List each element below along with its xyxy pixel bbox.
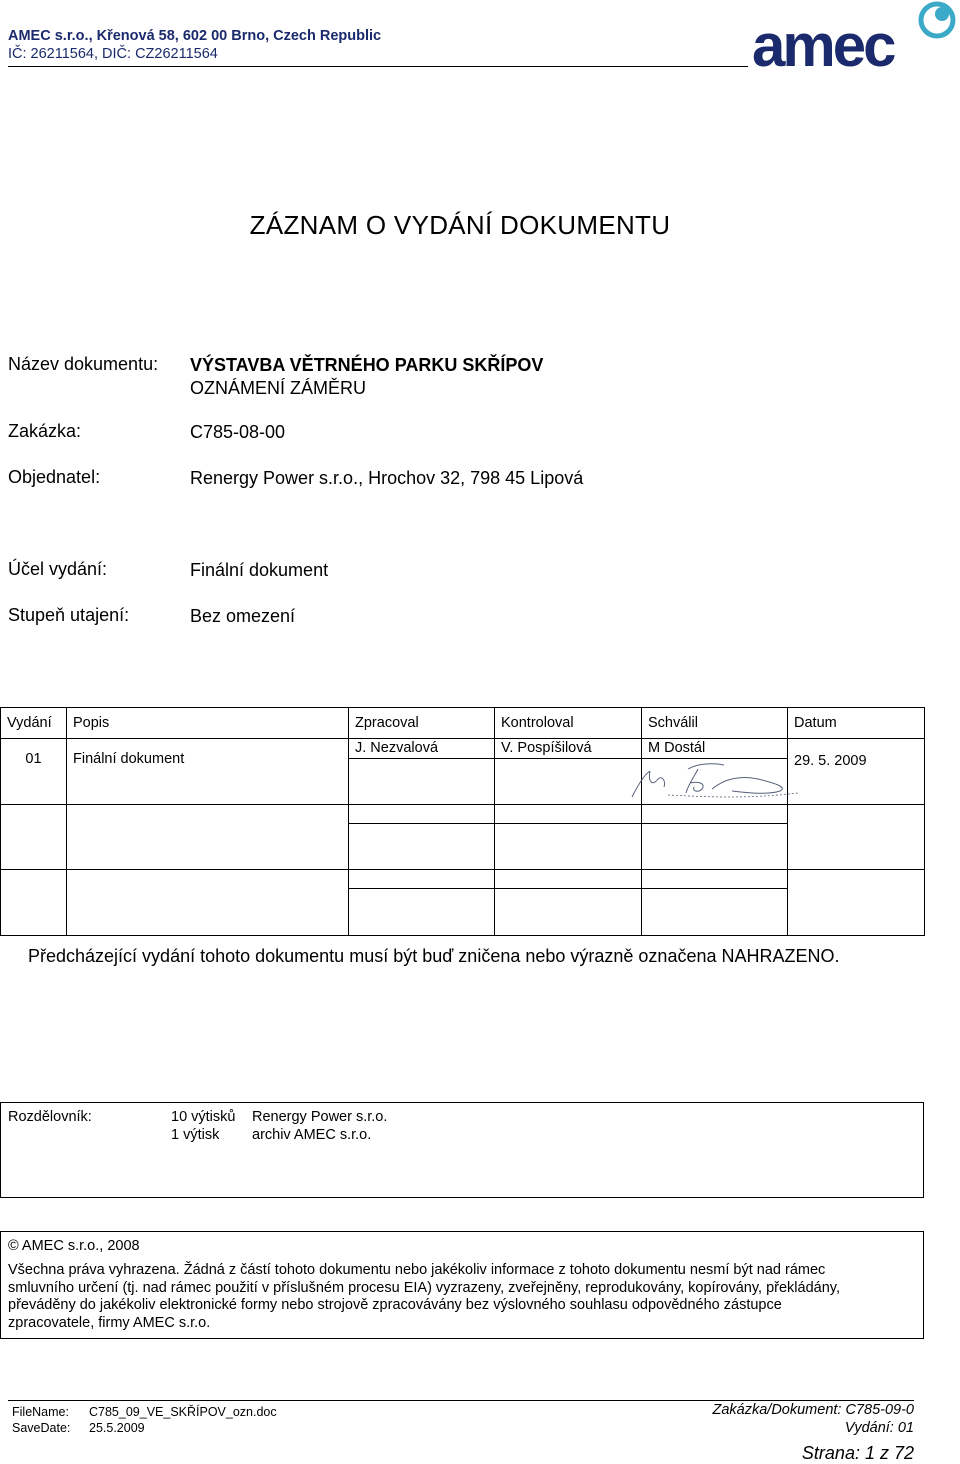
- distribution-box: [0, 1102, 924, 1198]
- table-row: [1, 739, 925, 805]
- order-value: C785-08-00: [190, 422, 286, 442]
- empty-cell: [1, 870, 67, 936]
- savedate-value: 25.5.2009: [89, 1421, 145, 1435]
- empty-cell: [1, 805, 67, 870]
- cell-divider: [642, 870, 787, 889]
- prepared-cell: [349, 739, 495, 805]
- purpose-value: Finální dokument: [190, 560, 329, 580]
- client-label: Objednatel:: [8, 467, 101, 487]
- doc-name-value: [190, 354, 543, 400]
- doc-name-label: Název dokumentu:: [8, 354, 159, 374]
- empty-cell: [67, 870, 349, 936]
- copyright-box: [0, 1231, 924, 1339]
- savedate-label: SaveDate:: [12, 1421, 71, 1435]
- filename-label: FileName:: [12, 1405, 69, 1419]
- purpose-label: Účel vydání:: [8, 559, 108, 579]
- empty-cell: [788, 805, 925, 870]
- empty-cell: [495, 805, 642, 870]
- amec-logo-dot-icon: [935, 7, 949, 21]
- cell-divider: [642, 805, 787, 824]
- table-row: [1, 870, 925, 936]
- doc-name-line2: OZNÁMENÍ ZÁMĚRU: [190, 378, 367, 398]
- company-header: [8, 27, 381, 63]
- cell-divider: [495, 805, 641, 824]
- empty-cell: [495, 870, 642, 936]
- doc-reference: Zakázka/Dokument: C785-09-0: [712, 1402, 914, 1418]
- distribution-count-2: 1 výtisk: [171, 1127, 220, 1143]
- company-ids: IČ: 26211564, DIČ: CZ26211564: [8, 46, 218, 62]
- distribution-label: Rozdělovník:: [8, 1109, 92, 1125]
- copyright-text-line3: převáděny do jakékoliv elektronické formy nebo strojově zpracovávány bez výslovného souhlasu odpovědného zástupce: [8, 1297, 782, 1313]
- empty-cell: [642, 870, 788, 936]
- copyright-text-line2: smluvního určení (tj. nad rámec použití v příslušném procesu EIA) vyzrazeny, zveřejněny, reprodukovány, kopírovány, překládány,: [8, 1279, 840, 1296]
- cell-divider: [349, 870, 494, 889]
- issue-cell: 01: [1, 739, 67, 805]
- distribution-recipient-2: archiv AMEC s.r.o.: [252, 1127, 372, 1143]
- approved-cell: [642, 739, 788, 805]
- signature-icon: [628, 757, 808, 805]
- col-header-description: Popis: [67, 708, 349, 739]
- empty-cell: [642, 805, 788, 870]
- amec-logo-text: amec: [752, 12, 894, 70]
- copyright-line: © AMEC s.r.o., 2008: [8, 1238, 140, 1254]
- col-header-approved: Schválil: [642, 708, 788, 739]
- approved-name: M Dostál: [642, 739, 787, 759]
- issue-number: Vydání: 01: [844, 1420, 914, 1436]
- distribution-count-1: 10 výtisků: [171, 1109, 236, 1125]
- filename-value: C785_09_VE_SKŘÍPOV_ozn.doc: [89, 1405, 277, 1419]
- client-value: Renergy Power s.r.o., Hrochov 32, 798 45 Lipová: [190, 468, 584, 488]
- empty-cell: [67, 805, 349, 870]
- empty-cell: [349, 870, 495, 936]
- copyright-text-line4: zpracovatele, firmy AMEC s.r.o.: [8, 1314, 211, 1331]
- empty-cell: [788, 870, 925, 936]
- col-header-date: Datum: [788, 708, 925, 739]
- order-label: Zakázka:: [8, 421, 82, 441]
- page-title: ZÁZNAM O VYDÁNÍ DOKUMENTU: [249, 210, 671, 240]
- page-number: Strana: 1 z 72: [801, 1443, 914, 1463]
- header-divider: [8, 66, 748, 67]
- date-cell: 29. 5. 2009: [788, 739, 925, 805]
- checked-cell: [495, 739, 642, 805]
- revision-header-row: [1, 708, 925, 739]
- footer-divider: [8, 1400, 914, 1401]
- doc-name-line1: VÝSTAVBA VĚTRNÉHO PARKU SKŘÍPOV: [190, 355, 544, 375]
- cell-divider: [349, 805, 494, 824]
- col-header-checked: Kontroloval: [495, 708, 642, 739]
- copyright-text-line1: Všechna práva vyhrazena. Žádná z částí tohoto dokumentu nebo jakékoliv informace z tohoto dokumentu nesmí být nad rámec: [8, 1262, 826, 1278]
- table-row: [1, 805, 925, 870]
- description-cell: Finální dokument: [67, 739, 349, 805]
- secrecy-label: Stupeň utajení:: [8, 605, 130, 625]
- checked-name: V. Pospíšilová: [495, 739, 641, 759]
- secrecy-value: Bez omezení: [190, 606, 296, 626]
- amec-logo-swirl-icon: [921, 4, 953, 36]
- col-header-issue: Vydání: [1, 708, 67, 739]
- empty-cell: [349, 805, 495, 870]
- amec-logo: [752, 0, 957, 70]
- company-address: AMEC s.r.o., Křenová 58, 602 00 Brno, Czech Republic: [8, 28, 382, 44]
- cell-divider: [495, 870, 641, 889]
- supersede-notice: Předcházející vydání tohoto dokumentu musí být buď zničena nebo výrazně označena NAHRAZENO.: [28, 946, 840, 966]
- col-header-prepared: Zpracoval: [349, 708, 495, 739]
- distribution-recipient-1: Renergy Power s.r.o.: [252, 1109, 388, 1125]
- prepared-name: J. Nezvalová: [349, 739, 494, 759]
- revision-table: [0, 707, 925, 936]
